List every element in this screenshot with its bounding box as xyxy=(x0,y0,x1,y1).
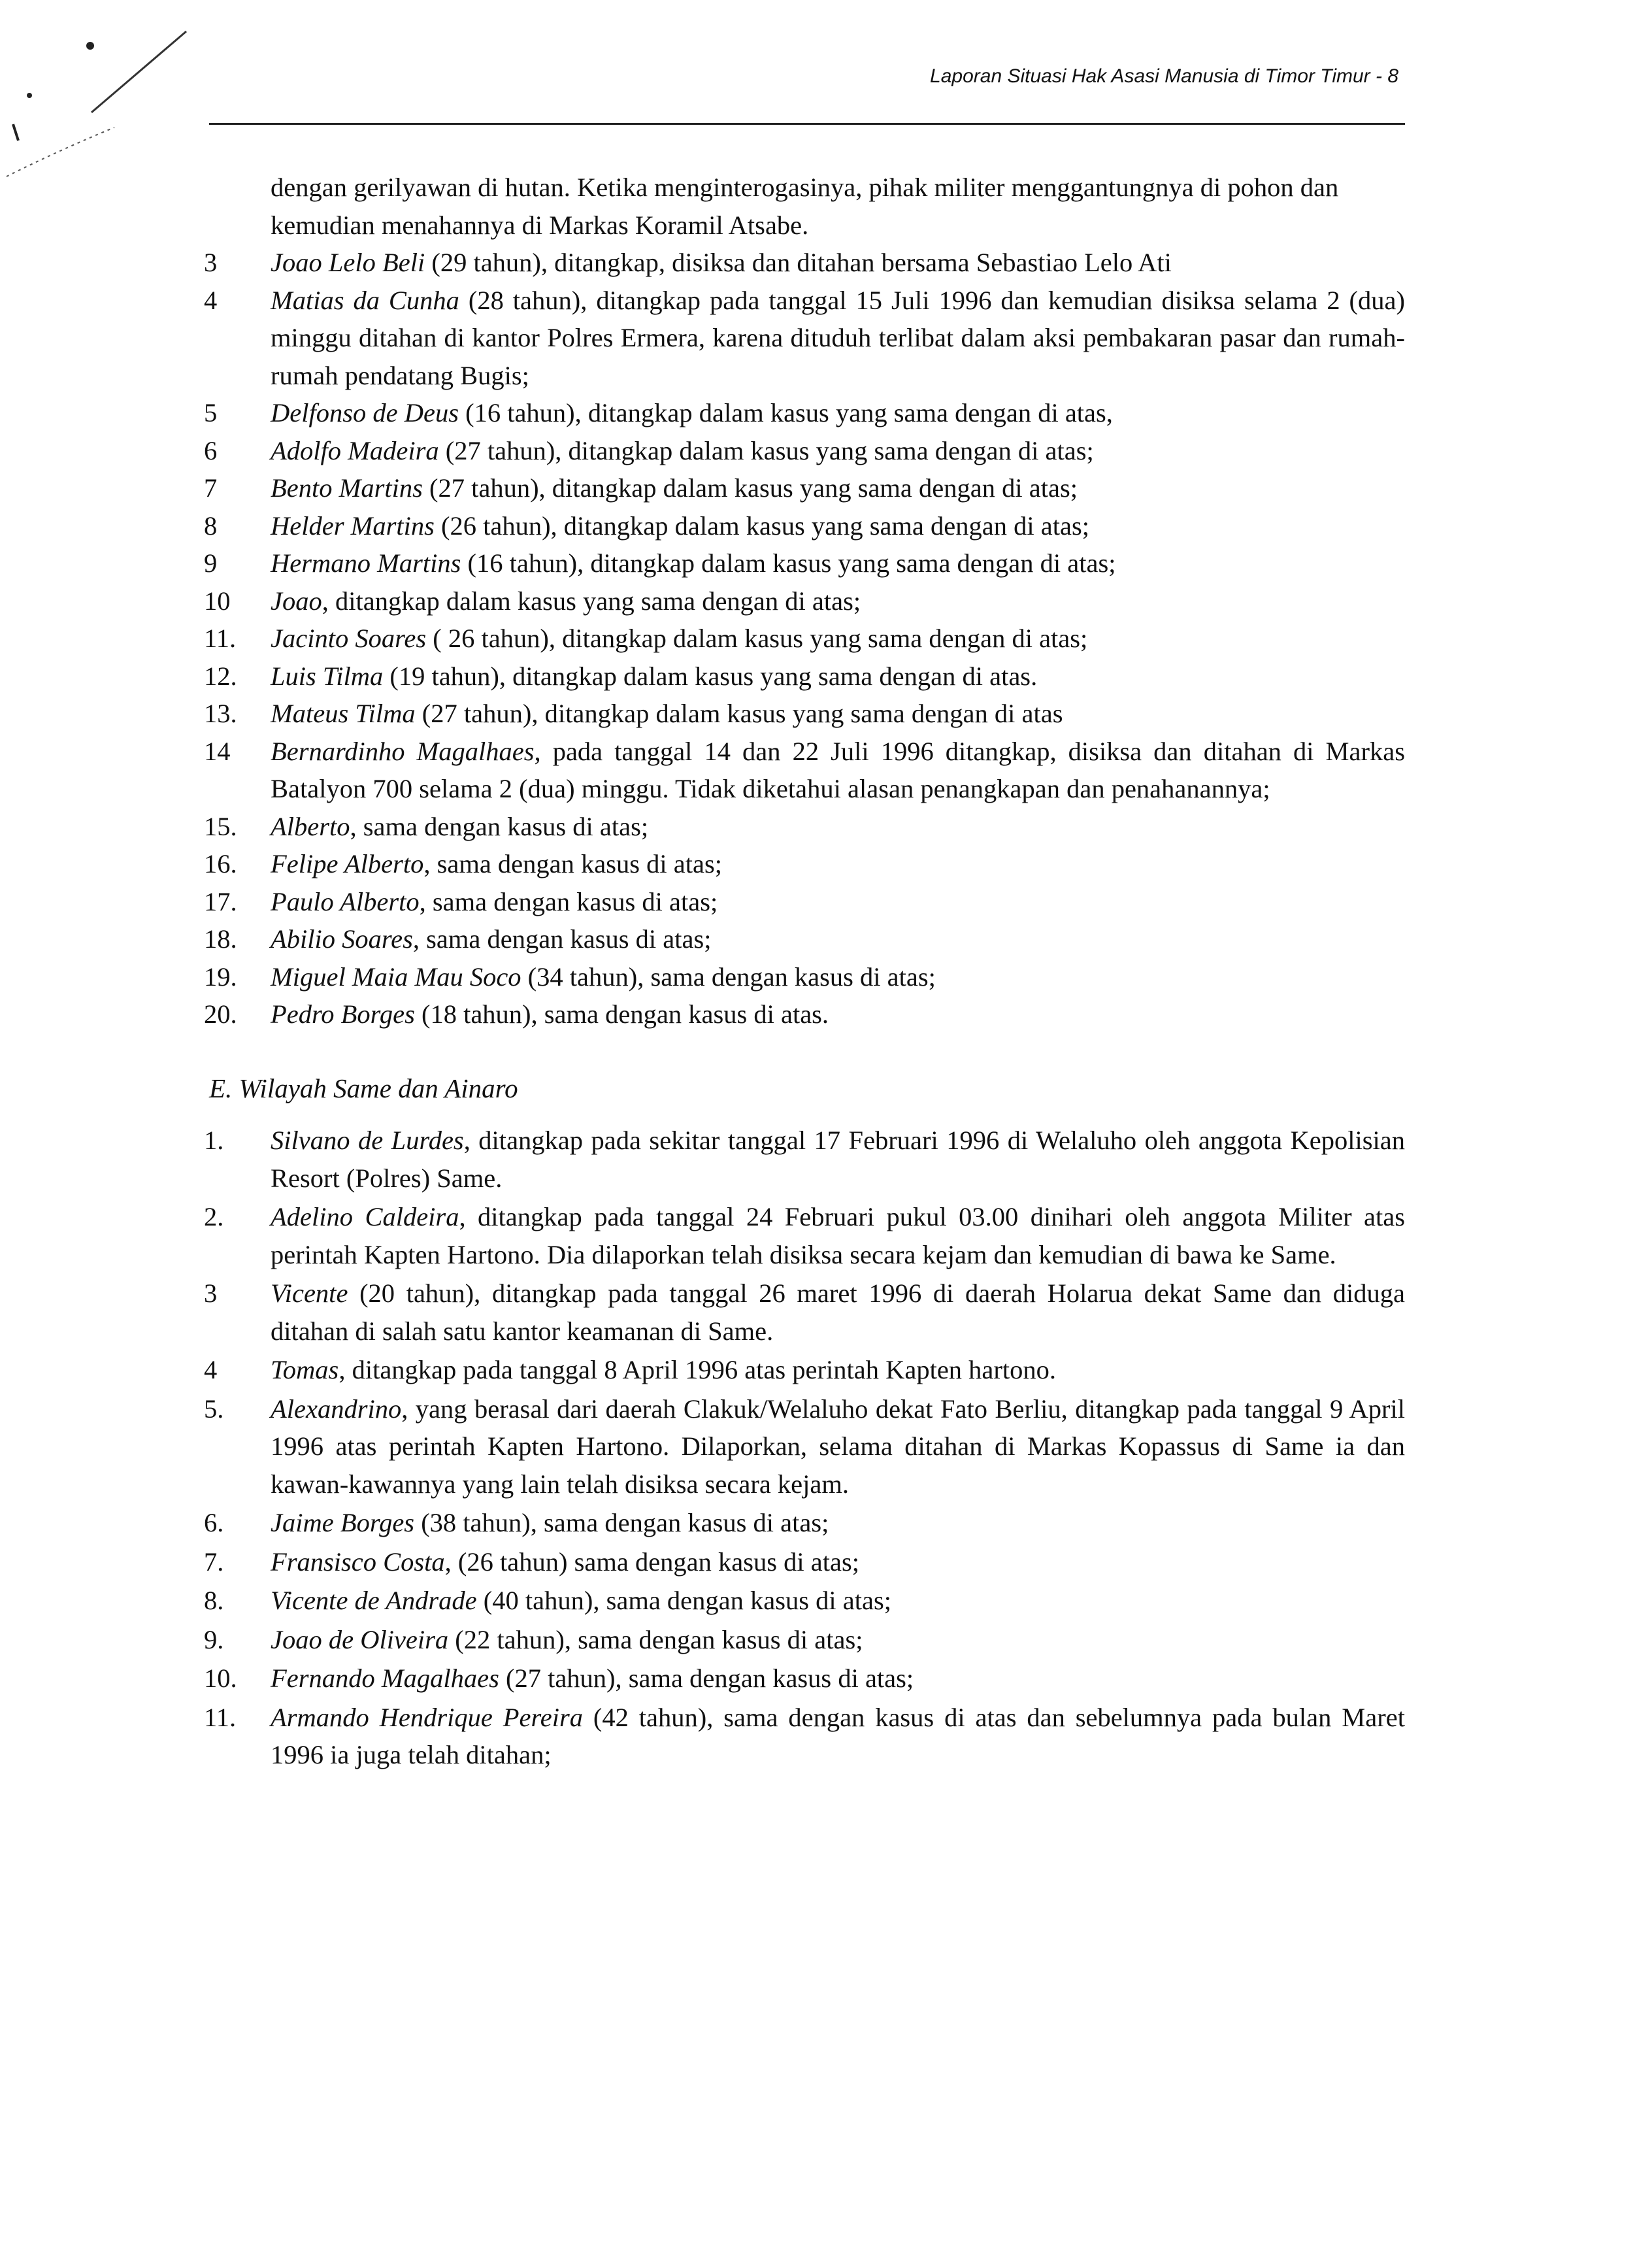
item-number: 16. xyxy=(204,849,237,878)
person-name: Alexandrino xyxy=(271,1394,402,1424)
item-text: (18 tahun), sama dengan kasus di atas. xyxy=(414,999,829,1029)
list-item xyxy=(204,1582,1405,1620)
scan-dot xyxy=(27,93,32,98)
list-item xyxy=(204,244,1405,282)
person-name: Felipe Alberto xyxy=(271,849,424,878)
list-item xyxy=(204,1621,1405,1659)
person-name: Alberto xyxy=(271,811,350,841)
item-number: 17. xyxy=(204,886,237,916)
item-text: (29 tahun), ditangkap, disiksa dan ditahan bersama Sebastiao Lelo Ati xyxy=(425,248,1172,277)
detainee-list-same-ainaro xyxy=(204,1122,1405,1774)
item-text: , sama dengan kasus di atas; xyxy=(419,886,718,916)
list-item xyxy=(204,883,1405,921)
list-item xyxy=(204,1390,1405,1503)
list-item xyxy=(204,544,1405,582)
list-item xyxy=(204,507,1405,545)
list-item xyxy=(204,1198,1405,1273)
person-name: Hermano Martins xyxy=(271,548,461,578)
person-name: Joao xyxy=(271,586,322,616)
person-name: Pedro Borges xyxy=(271,999,415,1029)
list-item xyxy=(204,620,1405,658)
list-item xyxy=(204,808,1405,846)
item-number: 9. xyxy=(204,1624,224,1654)
item-text: (20 tahun), ditangkap pada tanggal 26 maret 1996 di daerah Holarua dekat Same dan diduga ditahan di salah satu kantor keamanan di Same. xyxy=(271,1278,1405,1346)
item-text: , sama dengan kasus di atas; xyxy=(412,924,712,954)
person-name: Adolfo Madeira xyxy=(271,435,439,465)
item-text: (27 tahun), ditangkap dalam kasus yang sama dengan di atas; xyxy=(438,435,1094,465)
item-text: , (26 tahun) sama dengan kasus di atas; xyxy=(444,1546,859,1577)
person-name: Miguel Maia Mau Soco xyxy=(271,961,521,992)
item-number: 2. xyxy=(204,1202,224,1231)
list-item xyxy=(204,920,1405,958)
person-name: Adelino Caldeira xyxy=(271,1202,459,1231)
item-text: (27 tahun), sama dengan kasus di atas; xyxy=(499,1663,914,1693)
item-number: 9 xyxy=(204,548,218,578)
person-name: Jacinto Soares xyxy=(271,624,427,653)
item-text: (34 tahun), sama dengan kasus di atas; xyxy=(521,961,936,992)
item-number: 4 xyxy=(204,285,218,315)
item-text: (16 tahun), ditangkap dalam kasus yang sama dengan di atas, xyxy=(458,398,1113,427)
item-number: 6 xyxy=(204,435,218,465)
list-item xyxy=(204,958,1405,996)
person-name: Vicente de Andrade xyxy=(271,1586,477,1615)
item-text: , ditangkap dalam kasus yang sama dengan di atas; xyxy=(322,586,861,616)
item-text: (16 tahun), ditangkap dalam kasus yang sama dengan di atas; xyxy=(461,548,1116,578)
person-name: Fransisco Costa xyxy=(271,1546,445,1577)
item-text: (19 tahun), ditangkap dalam kasus yang sama dengan di atas. xyxy=(383,661,1038,691)
item-number: 8. xyxy=(204,1586,224,1615)
item-text: , ditangkap pada tanggal 8 April 1996 atas perintah Kapten hartono. xyxy=(339,1355,1057,1384)
item-number: 20. xyxy=(204,999,237,1029)
item-number: 18. xyxy=(204,924,237,954)
item-text: (28 tahun), ditangkap pada tanggal 15 Juli 1996 dan kemudian disiksa selama 2 (dua) minggu ditahan di kantor Polres Ermera, karena dituduh terlibat dalam aksi pembakaran pasar dan rumah-rumah pendatang Bugis; xyxy=(271,285,1405,390)
item-text: , ditangkap pada sekitar tanggal 17 Februari 1996 di Welaluho oleh anggota Kepolisian Resort (Polres) Same. xyxy=(271,1126,1405,1193)
person-name: Abilio Soares xyxy=(271,924,413,954)
item-number: 5 xyxy=(204,398,218,427)
item-text: , sama dengan kasus di atas; xyxy=(350,811,649,841)
item-text: , sama dengan kasus di atas; xyxy=(423,849,722,878)
person-name: Fernando Magalhaes xyxy=(271,1663,499,1693)
person-name: Mateus Tilma xyxy=(271,699,416,728)
person-name: Joao Lelo Beli xyxy=(271,248,425,277)
person-name: Helder Martins xyxy=(271,510,435,541)
item-text: (38 tahun), sama dengan kasus di atas; xyxy=(414,1508,829,1537)
person-name: Luis Tilma xyxy=(271,661,384,691)
list-item xyxy=(204,995,1405,1033)
item-number: 5. xyxy=(204,1394,224,1424)
item-number: 3 xyxy=(204,1278,218,1308)
person-name: Vicente xyxy=(271,1278,348,1308)
scan-stroke-dotted xyxy=(7,127,114,176)
item-number: 10 xyxy=(204,586,231,616)
person-name: Armando Hendrique Pereira xyxy=(271,1702,583,1732)
person-name: Bernardinho Magalhaes xyxy=(271,736,535,766)
header-rule xyxy=(209,123,1405,125)
item-number: 3 xyxy=(204,248,218,277)
section-heading: E. Wilayah Same dan Ainaro xyxy=(209,1073,518,1103)
item-text: (26 tahun), ditangkap dalam kasus yang sama dengan di atas; xyxy=(434,510,1089,541)
item-number: 8 xyxy=(204,510,218,541)
list-item xyxy=(204,432,1405,470)
item-number: 10. xyxy=(204,1663,237,1693)
item-number: 11. xyxy=(204,1702,237,1732)
person-name: Bento Martins xyxy=(271,473,423,503)
item-number: 19. xyxy=(204,961,237,992)
list-item xyxy=(204,1699,1405,1774)
list-item xyxy=(204,1660,1405,1697)
scan-tick xyxy=(13,124,18,141)
item-number: 14 xyxy=(204,736,231,766)
person-name: Paulo Alberto xyxy=(271,886,420,916)
list-item xyxy=(204,1122,1405,1197)
item-text: , ditangkap pada tanggal 24 Februari pukul 03.00 dinihari oleh anggota Militer atas perintah Kapten Hartono. Dia dilaporkan telah disiksa secara kejam dan kemudian di bawa ke Same. xyxy=(271,1202,1405,1269)
list-item xyxy=(204,695,1405,733)
item-number: 7 xyxy=(204,473,218,503)
list-item xyxy=(204,582,1405,620)
scan-stroke xyxy=(91,31,186,112)
running-header: Laporan Situasi Hak Asasi Manusia di Timor Timur - 8 xyxy=(930,65,1398,87)
item-number: 11. xyxy=(204,624,237,653)
item-text: (22 tahun), sama dengan kasus di atas; xyxy=(448,1624,863,1654)
list-item xyxy=(204,394,1405,432)
person-name: Delfonso de Deus xyxy=(271,398,459,427)
item-text: (27 tahun), ditangkap dalam kasus yang sama dengan di atas; xyxy=(422,473,1078,503)
list-item xyxy=(204,1543,1405,1581)
list-item xyxy=(204,658,1405,695)
item-text: (42 tahun), sama dengan kasus di atas dan sebelumnya pada bulan Maret 1996 ia juga telah ditahan; xyxy=(271,1702,1405,1769)
item-text: (27 tahun), ditangkap dalam kasus yang sama dengan di atas xyxy=(415,699,1063,728)
list-item xyxy=(204,1275,1405,1350)
person-name: Silvano de Lurdes xyxy=(271,1126,464,1155)
intro-paragraph: dengan gerilyawan di hutan. Ketika menginterogasinya, pihak militer menggantungnya di pohon dan kemudian menahannya di Markas Koramil Atsabe. xyxy=(271,173,1339,240)
list-item xyxy=(204,1504,1405,1542)
list-item xyxy=(204,1351,1405,1389)
scan-dot xyxy=(86,42,94,50)
item-number: 7. xyxy=(204,1546,224,1577)
detainee-list-ermera xyxy=(204,244,1405,1033)
item-number: 13. xyxy=(204,699,237,728)
item-number: 6. xyxy=(204,1508,224,1537)
list-item xyxy=(204,469,1405,507)
item-text: ( 26 tahun), ditangkap dalam kasus yang sama dengan di atas; xyxy=(426,624,1088,653)
list-item xyxy=(204,282,1405,395)
person-name: Joao de Oliveira xyxy=(271,1624,449,1654)
item-text: (40 tahun), sama dengan kasus di atas; xyxy=(476,1586,891,1615)
item-text: , pada tanggal 14 dan 22 Juli 1996 ditangkap, disiksa dan ditahan di Markas Batalyon 700 selama 2 (dua) minggu. Tidak diketahui alasan penangkapan dan penahanannya; xyxy=(271,736,1405,803)
person-name: Tomas xyxy=(271,1355,339,1384)
item-number: 1. xyxy=(204,1126,224,1155)
item-number: 12. xyxy=(204,661,237,691)
list-item xyxy=(204,733,1405,808)
item-number: 4 xyxy=(204,1355,218,1384)
document-body xyxy=(204,169,1405,1775)
person-name: Jaime Borges xyxy=(271,1508,415,1537)
list-item xyxy=(204,845,1405,883)
item-number: 15. xyxy=(204,811,237,841)
scan-artifact-marks xyxy=(0,0,209,183)
person-name: Matias da Cunha xyxy=(271,285,459,315)
item-text: , yang berasal dari daerah Clakuk/Welaluho dekat Fato Berliu, ditangkap pada tanggal 9 April 1996 atas perintah Kapten Hartono. Dilaporkan, selama ditahan di Markas Kopassus di Same ia dan kawan-kawannya yang lain telah disiksa secara kejam. xyxy=(271,1394,1405,1499)
